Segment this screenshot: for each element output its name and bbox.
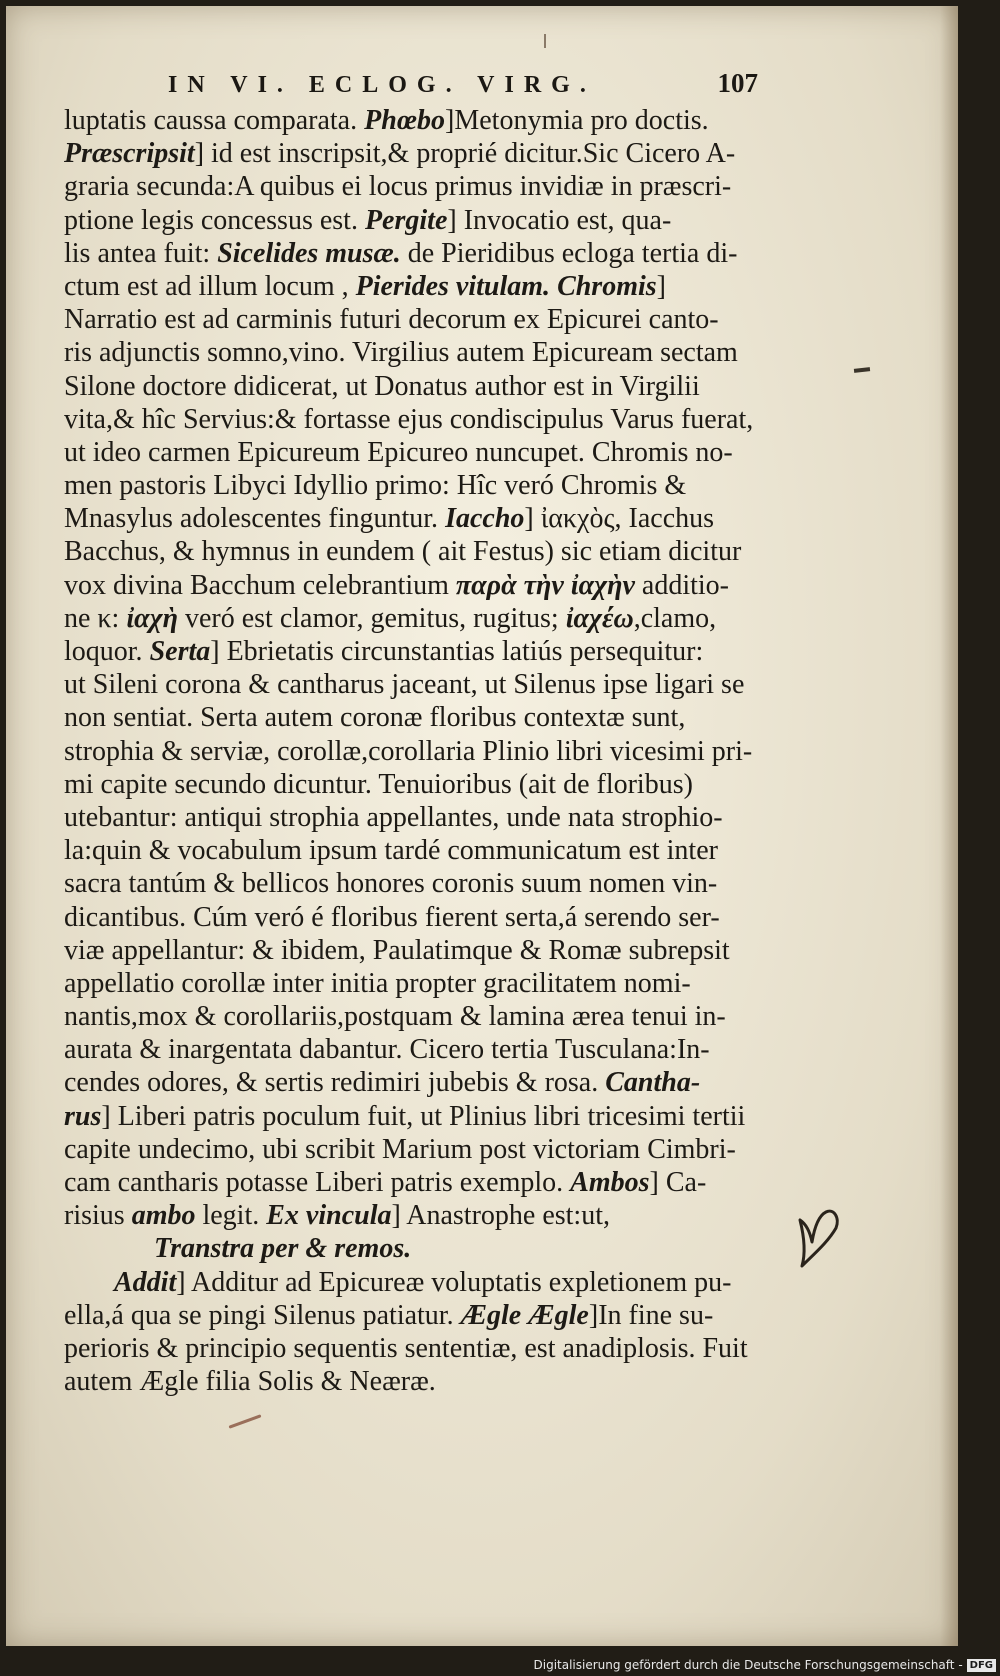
text-run: additio-: [634, 569, 729, 601]
text-run: ris adjunctis somno,vino. Virgilius autem Epicuream sectam: [64, 337, 738, 369]
text-run: ] Invocatio est, qua-: [447, 204, 672, 236]
text-run: ] id est inscripsit,& proprié dicitur.Sic Cicero A-: [194, 138, 736, 170]
text-line: [64, 237, 764, 270]
text-run: perioris & principio sequentis sententiæ, est anadiplosis. Fuit: [64, 1332, 748, 1364]
text-run: utebantur: antiqui strophia appellantes, unde nata strophio-: [64, 801, 723, 833]
text-run: ella,á qua se pingi Silenus patiatur.: [64, 1299, 461, 1331]
text-run: aurata & inargentata dabantur. Cicero tertia Tusculana:In-: [64, 1034, 710, 1066]
text-line: [64, 436, 764, 469]
text-line: [64, 1332, 764, 1365]
text-line: [64, 1066, 764, 1099]
text-line: [64, 1365, 764, 1398]
text-line: [64, 535, 764, 568]
text-line: [64, 768, 764, 801]
text-line: [64, 735, 764, 768]
text-run: ]: [656, 270, 666, 302]
text-line: [64, 137, 764, 170]
text-line: [64, 502, 764, 535]
text-line: [64, 901, 764, 934]
text-run: Narratio est ad carminis futuri decorum ex Epicurei canto-: [64, 304, 719, 336]
lemma: ἰαχέω: [565, 602, 634, 634]
text-run: ,clamo,: [633, 602, 717, 634]
text-run: vita,& hîc Servius:& fortasse ejus condiscipulus Varus fuerat,: [64, 403, 754, 435]
text-line: [64, 1100, 764, 1133]
lemma: rus: [64, 1100, 102, 1132]
text-line: [64, 967, 764, 1000]
text-line: [64, 569, 764, 602]
text-run: nantis,mox & corollariis,postquam & lamina ærea tenui in-: [64, 1001, 726, 1033]
text-line: [64, 1166, 764, 1199]
text-run: autem Ægle filia Solis & Neæræ.: [64, 1366, 436, 1398]
text-line: [64, 170, 764, 203]
text-line: [64, 668, 764, 701]
text-line: [64, 934, 764, 967]
lemma: Phœbo: [364, 105, 446, 136]
text-run: de Pieridibus ecloga tertia di-: [400, 237, 738, 269]
book-page: [6, 6, 958, 1646]
text-line: [64, 270, 764, 303]
text-run: men pastoris Libyci Idyllio primo: Hîc veró Chromis &: [64, 470, 687, 502]
text-run: Mnasylus adolescentes finguntur.: [64, 503, 446, 535]
page-header: [168, 68, 758, 104]
lemma: Ægle Ægle: [460, 1299, 589, 1331]
text-line: [64, 602, 764, 635]
text-line: [64, 1133, 764, 1166]
text-run: ]In fine su-: [588, 1299, 714, 1331]
text-run: ] Liberi patris poculum fuit, ut Plinius libri tricesimi tertii: [101, 1100, 746, 1132]
text-line: [64, 336, 764, 369]
margin-dash-mark: [854, 367, 870, 373]
lemma: ἰαχὴ: [126, 602, 178, 634]
lemma: Ambos: [570, 1167, 650, 1198]
text-run: luptatis caussa comparata.: [64, 105, 365, 136]
text-run: vox divina Bacchum celebrantium: [64, 569, 456, 601]
text-line: [64, 867, 764, 900]
credit-text: Digitalisierung gefördert durch die Deutsche Forschungsgemeinschaft -: [533, 1658, 963, 1672]
text-line: [64, 1232, 764, 1265]
text-run: ] ἰακχὸς, Iacchus: [524, 503, 715, 535]
text-line: [64, 204, 764, 237]
text-run: la:quin & vocabulum ipsum tardé communicatum est inter: [64, 835, 718, 867]
text-run: mi capite secundo dicuntur. Tenuioribus (ait de floribus): [64, 768, 693, 800]
text-line: [64, 801, 764, 834]
text-run: non sentiat. Serta autem coronæ floribus contextæ sunt,: [64, 702, 686, 734]
lemma: Præscripsit: [64, 138, 195, 170]
text-run: legit.: [195, 1200, 267, 1232]
text-run: ] Additur ad Epicureæ voluptatis expletionem pu-: [176, 1266, 732, 1298]
text-run: ptione legis concessus est.: [64, 204, 365, 236]
text-run: Bacchus, & hymnus in eundem ( ait Festus) sic etiam dicitur: [64, 536, 742, 568]
text-run: ut ideo carmen Epicureum Epicureo nuncupet. Chromis no-: [64, 436, 733, 468]
running-head: IN VI. ECLOG. VIRG.: [168, 72, 596, 98]
text-run: Silone doctore didicerat, ut Donatus author est in Virgilii: [64, 370, 700, 402]
text-run: ut Sileni corona & cantharus jaceant, ut Silenus ipse ligari se: [64, 669, 745, 701]
text-run: sacra tantúm & bellicos honores coronis suum nomen vin-: [64, 868, 718, 900]
text-run: risius: [64, 1200, 132, 1232]
commentary-text: [64, 104, 764, 1398]
lemma: ambo: [131, 1200, 196, 1232]
text-run: cam cantharis potasse Liberi patris exemplo.: [64, 1167, 571, 1198]
text-line: [64, 303, 764, 336]
digitization-credit: [534, 1658, 997, 1672]
text-run: graria secunda:A quibus ei locus primus invidiæ in præscri-: [64, 171, 732, 203]
text-run: ] Anastrophe est:ut,: [391, 1200, 610, 1232]
lemma: Iaccho: [445, 503, 525, 535]
text-run: ne κ:: [64, 602, 127, 634]
text-line: [64, 104, 764, 137]
text-run: ] Ebrietatis circunstantias latiús persequitur:: [210, 636, 704, 667]
lemma: Chromis: [557, 270, 657, 302]
text-line: [64, 834, 764, 867]
text-run: dicantibus. Cúm veró é floribus fierent serta,á serendo ser-: [64, 901, 720, 933]
text-line: [64, 1299, 764, 1332]
handwritten-margin-mark-icon: [792, 1202, 842, 1270]
text-run: capite undecimo, ubi scribit Marium post victoriam Cimbri-: [64, 1133, 736, 1165]
page-number: 107: [717, 68, 758, 98]
lemma: Ex vincula: [266, 1200, 392, 1232]
text-line: [64, 370, 764, 403]
lemma: Addit: [114, 1266, 177, 1298]
text-run: ] Ca-: [649, 1167, 707, 1198]
text-run: veró est clamor, gemitus, rugitus;: [177, 602, 566, 634]
text-run: ]Metonymia pro doctis.: [445, 105, 709, 136]
text-run: cendes odores, & sertis redimiri jubebis & rosa.: [64, 1067, 606, 1099]
text-run: [550, 271, 557, 302]
text-line: [64, 635, 764, 668]
lemma: παρὰ τὴν ἰαχὴν: [455, 569, 635, 601]
lemma: Pierides vitulam.: [355, 270, 551, 302]
lemma: Serta: [149, 636, 211, 667]
dfg-logo: DFG: [967, 1659, 996, 1672]
text-line: [64, 701, 764, 734]
text-run: lis antea fuit:: [64, 237, 218, 269]
text-run: ctum est ad illum locum ,: [64, 270, 356, 302]
text-line: [64, 1266, 764, 1299]
page-edge-shadow: [940, 6, 958, 1646]
text-line: [64, 1000, 764, 1033]
text-line: [64, 403, 764, 436]
ink-tick-mark: [544, 34, 546, 48]
text-run: viæ appellantur: & ibidem, Paulatimque & Romæ subrepsit: [64, 934, 730, 966]
lemma: Transtra per & remos.: [154, 1233, 412, 1265]
text-line: [64, 1199, 764, 1232]
stray-ink-stroke: [229, 1414, 262, 1428]
text-run: strophia & serviæ, corollæ,corollaria Plinio libri vicesimi pri-: [64, 735, 753, 767]
text-line: [64, 1033, 764, 1066]
text-run: appellatio corollæ inter initia propter gracilitatem nomi-: [64, 967, 691, 999]
lemma: Pergite: [364, 204, 448, 236]
text-run: loquor.: [64, 636, 150, 667]
lemma: Cantha-: [605, 1067, 701, 1099]
text-line: [64, 469, 764, 502]
lemma: Sicelides musæ.: [217, 237, 401, 269]
